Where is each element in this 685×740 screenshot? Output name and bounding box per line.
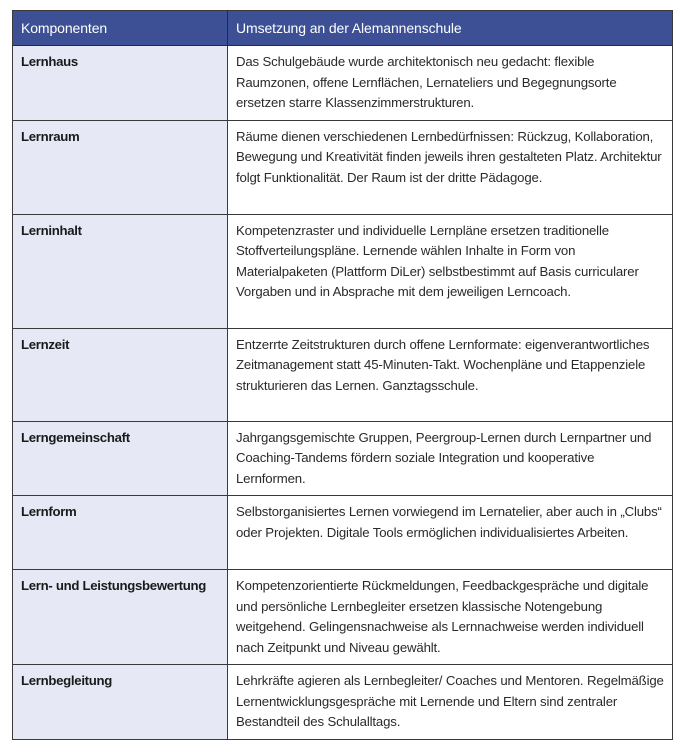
component-cell: Lernbegleitung: [13, 665, 228, 740]
component-cell: Lerngemeinschaft: [13, 421, 228, 496]
description-cell: Kompetenzraster und individuelle Lernpläne ersetzen traditionelle Stoffverteilungspläne. Lernende wählen Inhalte in Form von Materialpaketen (Plattform DiLer) selbstbestimmt auf Basis curricularer Vorgaben und in Absprache mit dem jeweiligen Lerncoach.: [228, 214, 673, 328]
description-cell: Lehrkräfte agieren als Lernbegleiter/ Coaches und Mentoren. Regelmäßige Lernentwicklungsgespräche mit Lernende und Eltern sind zentraler Bestandteil des Schulalltags.: [228, 665, 673, 740]
table-row: [13, 570, 673, 665]
component-cell: Lernhaus: [13, 46, 228, 121]
header-komponenten: Komponenten: [13, 11, 228, 46]
table-row: [13, 665, 673, 740]
table-body: [13, 46, 673, 740]
description-cell: Entzerrte Zeitstrukturen durch offene Lernformate: eigenverantwortliches Zeitmanagement statt 45-Minuten-Takt. Wochenpläne und Etappenziele strukturieren das Lernen. Ganztagsschule.: [228, 328, 673, 421]
header-umsetzung: Umsetzung an der Alemannenschule: [228, 11, 673, 46]
component-cell: Lernzeit: [13, 328, 228, 421]
table-row: [13, 496, 673, 570]
table-header: [13, 11, 673, 46]
table-row: [13, 328, 673, 421]
description-cell: Selbstorganisiertes Lernen vorwiegend im Lernatelier, aber auch in „Clubs“ oder Projekten. Digitale Tools ermöglichen individualisiertes Arbeiten.: [228, 496, 673, 570]
description-cell: Jahrgangsgemischte Gruppen, Peergroup-Lernen durch Lernpartner und Coaching-Tandems fördern soziale Integration und kooperative Lernformen.: [228, 421, 673, 496]
header-row: [13, 11, 673, 46]
component-cell: Lerninhalt: [13, 214, 228, 328]
components-table: [12, 10, 673, 740]
table-row: [13, 120, 673, 214]
table-row: [13, 421, 673, 496]
component-cell: Lernform: [13, 496, 228, 570]
description-cell: Kompetenzorientierte Rückmeldungen, Feedbackgespräche und digitale und persönliche Lernbegleiter ersetzen klassische Notengebung weitgehend. Gelingensnachweise als Lernnachweise werden individuell nach Zeitpunkt und Niveau gewählt.: [228, 570, 673, 665]
table-row: [13, 46, 673, 121]
component-cell: Lern- und Leistungsbewertung: [13, 570, 228, 665]
description-cell: Räume dienen verschiedenen Lernbedürfnissen: Rückzug, Kollaboration, Bewegung und Kreativität finden jeweils ihren gestalteten Platz. Architektur folgt Funktionalität. Der Raum ist der dritte Pädagoge.: [228, 120, 673, 214]
table-row: [13, 214, 673, 328]
description-cell: Das Schulgebäude wurde architektonisch neu gedacht: flexible Raumzonen, offene Lernflächen, Lernateliers und Begegnungsorte ersetzen starre Klassenzimmerstrukturen.: [228, 46, 673, 121]
component-cell: Lernraum: [13, 120, 228, 214]
